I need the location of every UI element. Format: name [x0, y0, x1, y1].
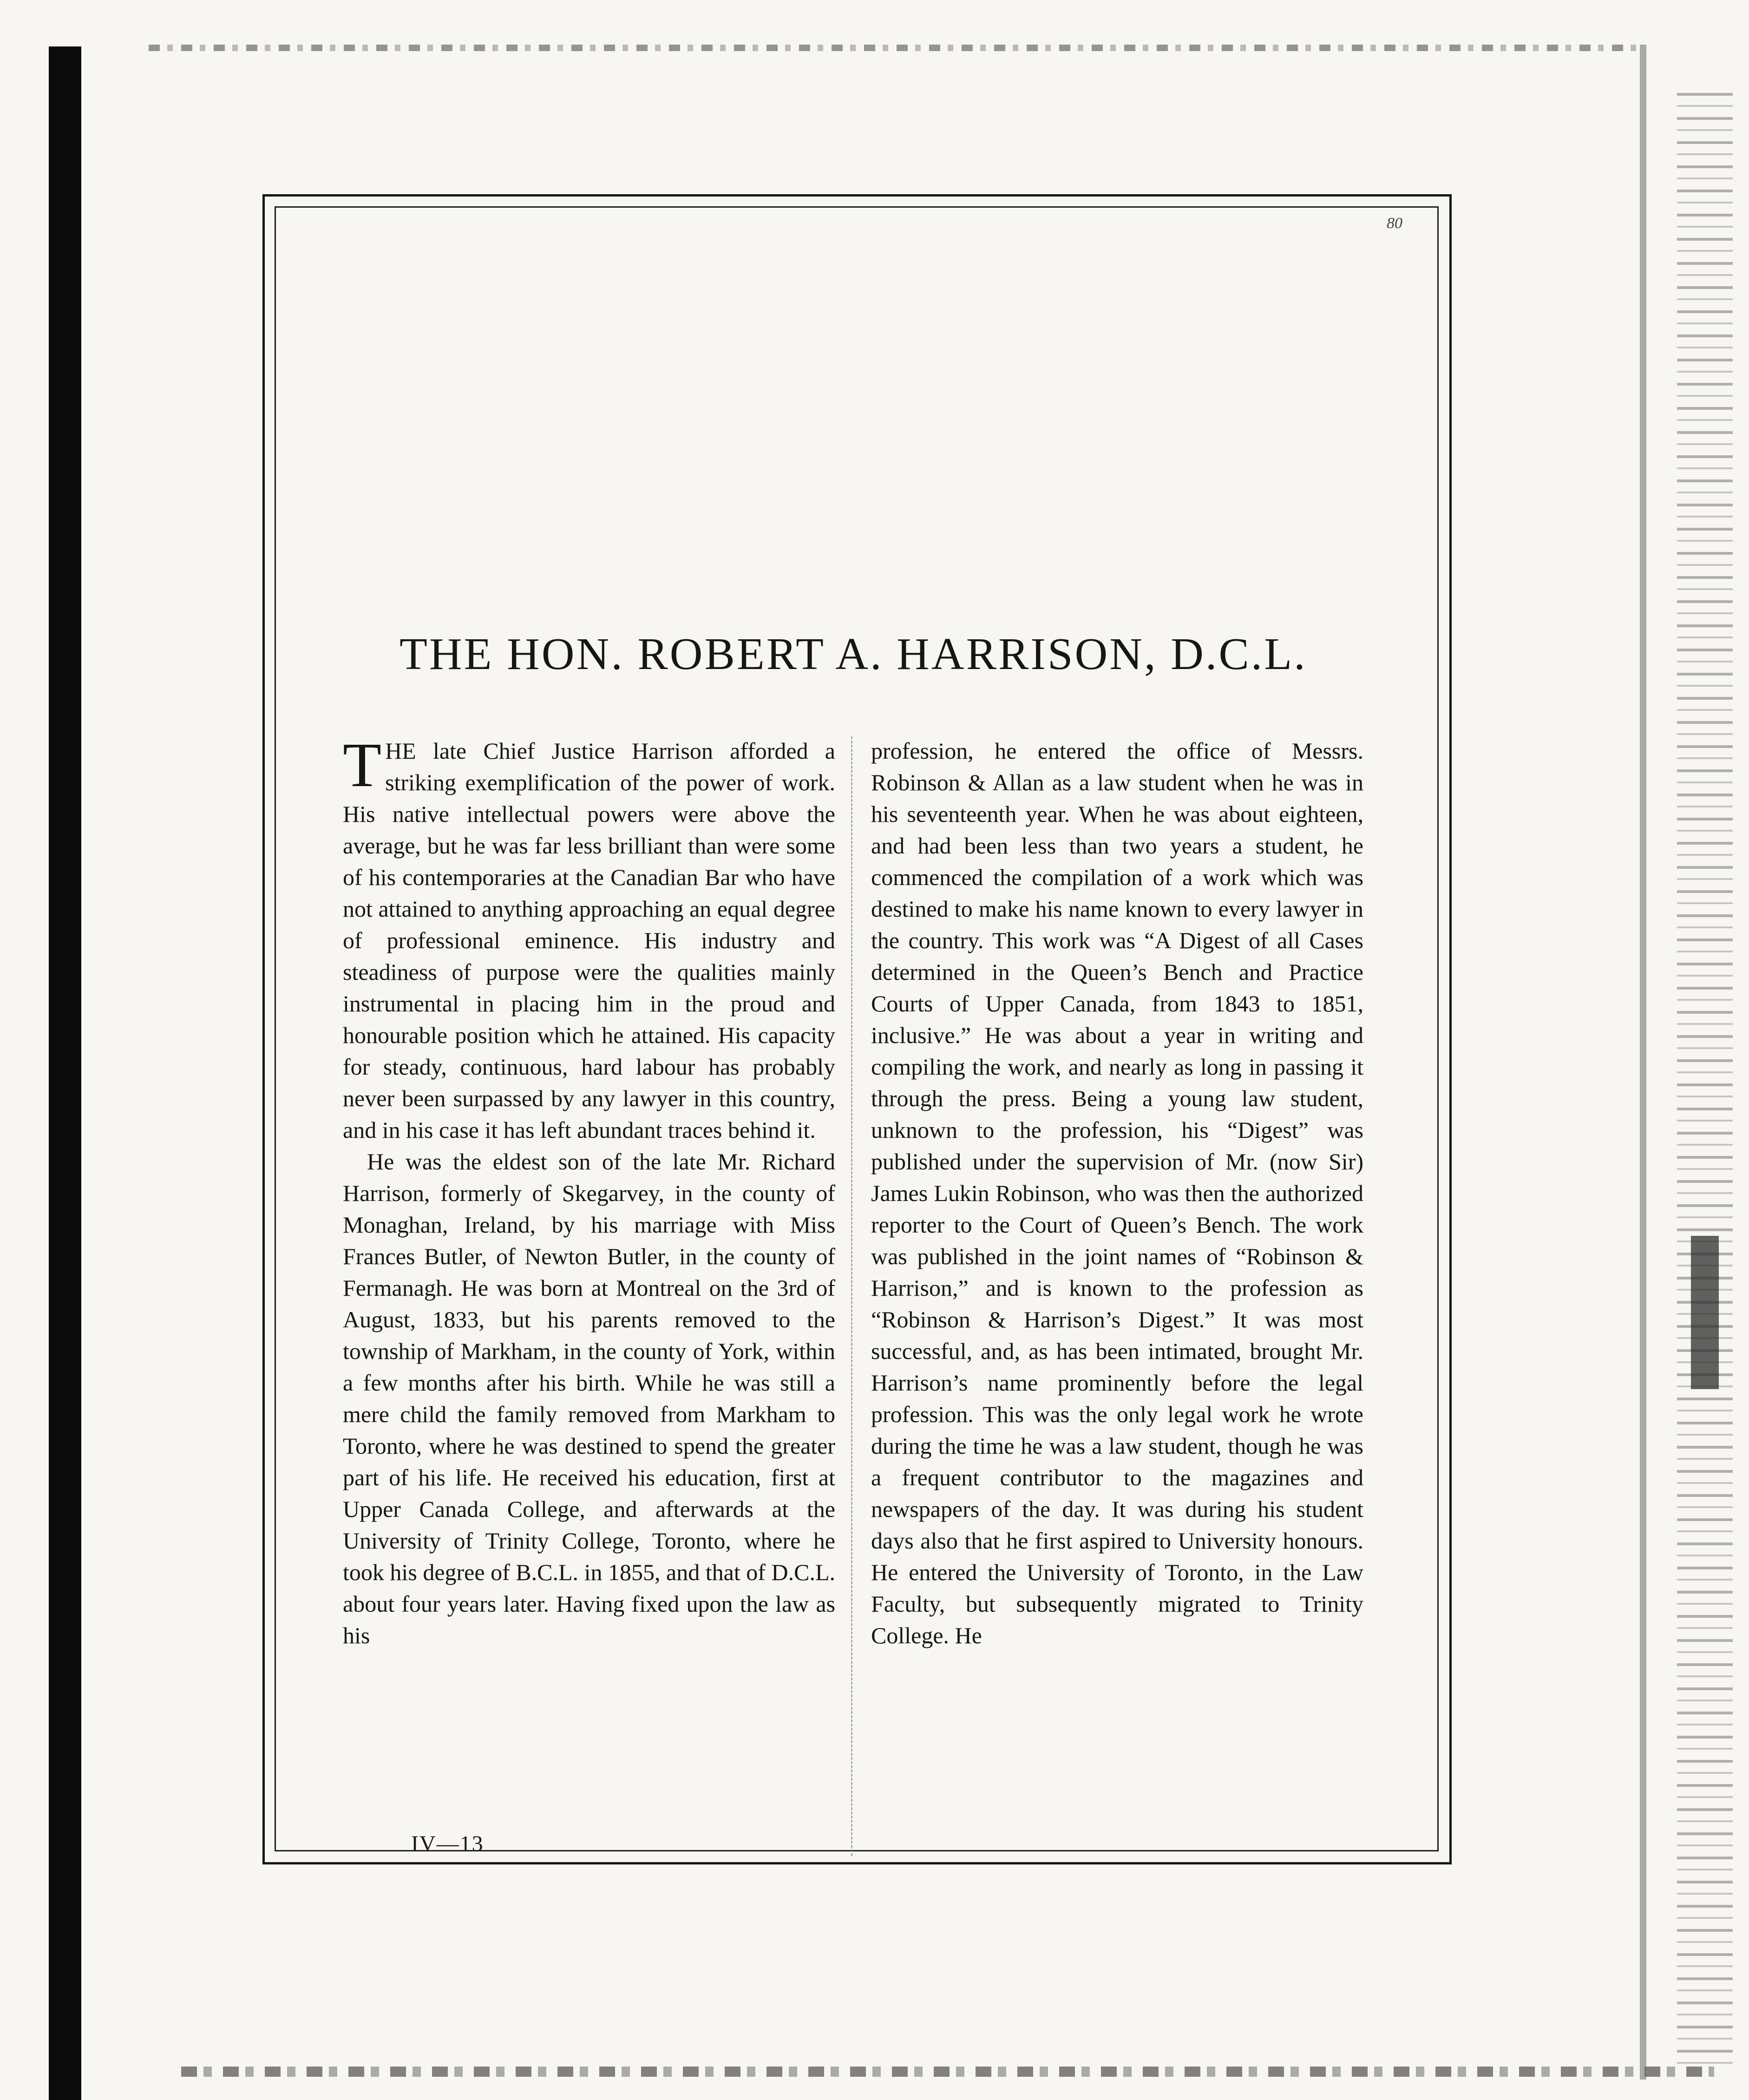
paragraph-intro — [343, 730, 835, 1146]
paragraph-law-student: profession, he entered the office of Messrs. Robinson & Allan as a law student when he was in his seventeenth year. When he was about eighteen, and had been less than two years a student, he commenced the compilation of a work which was destined to make his name known to every lawyer in the country. This work was “A Digest of all Cases determined in the Queen’s Bench and Practice Courts of Upper Canada, from 1843 to 1851, inclusive.” He was about a year in writing and compiling the work, and nearly as long in passing it through the press. Being a young law student, unknown to the profession, his “Digest” was published under the supervision of Mr. (now Sir) James Lukin Robinson, who was then the authorized reporter to the Court of Queen’s Bench. The work was published in the joint names of “Robinson & Harrison,” and is known to the profession as “Robinson & Harrison’s Digest.” It was most successful, and, as has been intimated, brought Mr. Harrison’s name prominently before the legal profession. This was the only legal work he wrote during the time he was a law student, though he was a frequent contributor to the magazines and newspapers of the day. It was during his student days also that he first aspired to University honours. He entered the University of Toronto, in the Law Faculty, but subsequently migrated to Trinity College. He — [871, 738, 1363, 1648]
scan-binding-edge — [49, 46, 81, 2100]
signature-mark: IV—13 — [411, 1831, 484, 1856]
right-text-column — [871, 735, 1363, 1651]
paragraph-intro-text: HE late Chief Justice Harrison afforded a striking exemplification of the power of work. His native intellectual powers were above the average, but he was far less brilliant than were some of his contemporaries at the Canadian Bar who have not attained to anything approaching an equal degree of professional eminence. His industry and steadiness of purpose were the qualities mainly instrumental in placing him in the proud and honourable position which he attained. His capacity for steady, continuous, hard labour has probably never been surpassed by any lawyer in this country, and in his case it has left abundant traces behind it. — [343, 738, 835, 1143]
scan-right-binding-dark — [1691, 1236, 1719, 1389]
scan-right-edge — [1640, 45, 1646, 2080]
scan-bottom-edge — [181, 2067, 1714, 2077]
column-divider — [851, 736, 852, 1856]
article-title: THE HON. ROBERT A. HARRISON, D.C.L. — [400, 629, 1307, 679]
drop-cap: T — [343, 730, 382, 800]
left-text-column — [343, 730, 835, 1651]
scan-right-binding — [1677, 93, 1733, 2067]
handwritten-page-number: 80 — [1387, 215, 1402, 232]
scan-top-edge — [149, 45, 1644, 51]
paragraph-early-life: He was the eldest son of the late Mr. Richard Harrison, formerly of Skegarvey, in the county of Monaghan, Ireland, by his marriage with Miss Frances Butler, of Newton Butler, in the county of Fermanagh. He was born at Montreal on the 3rd of August, 1833, but his parents removed to the township of Markham, in the county of York, within a few months after his birth. While he was still a mere child the family removed from Markham to Toronto, where he was destined to spend the greater part of his life. He received his education, first at Upper Canada College, and afterwards at the University of Trinity College, Toronto, where he took his degree of B.C.L. in 1855, and that of D.C.L. about four years later. Having fixed upon the law as his — [343, 1148, 835, 1648]
